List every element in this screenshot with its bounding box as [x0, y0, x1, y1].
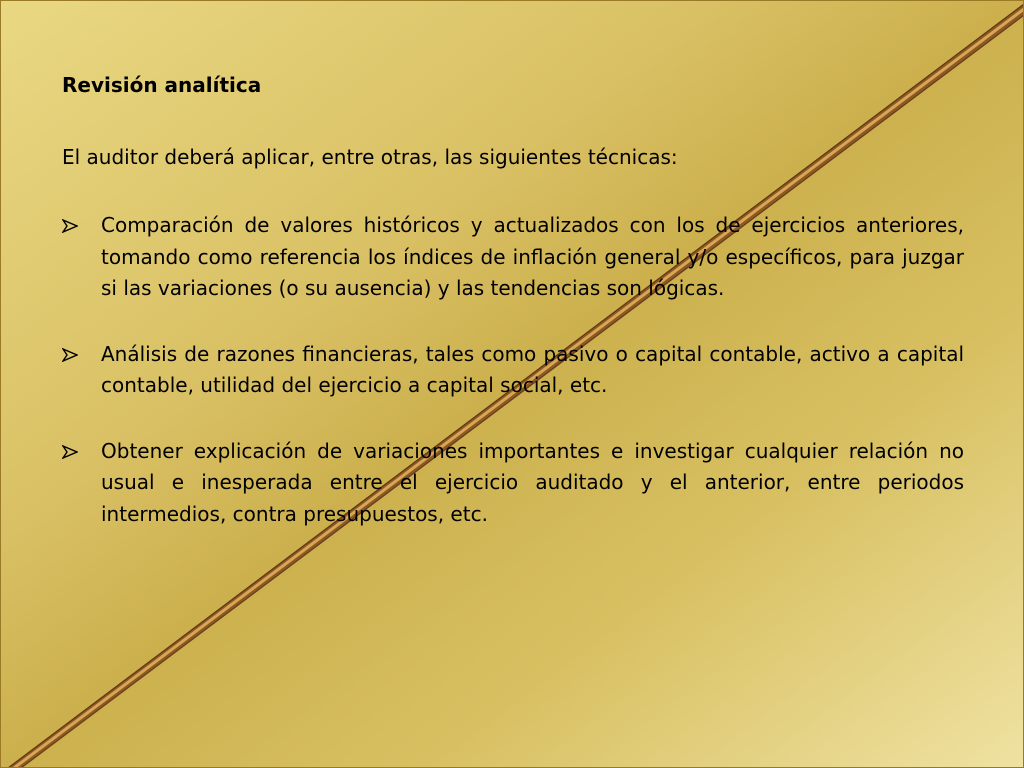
arrowhead-bullet-icon — [62, 219, 78, 233]
list-item — [62, 436, 964, 531]
arrowhead-bullet-icon — [62, 348, 78, 362]
list-item-text: Obtener explicación de variaciones importantes e investigar cualquier relación no usual e inesperada entre el ejercicio auditado y el anterior, entre periodos intermedios, contra presupuestos, etc. — [101, 438, 964, 526]
slide-content — [62, 70, 964, 564]
list-item-text: Comparación de valores históricos y actualizados con los de ejercicios anteriores, tomando como referencia los índices de inflación general y/o específicos, para juzgar si las variaciones (o su ausencia) y las tendencias son lógicas. — [101, 213, 964, 300]
list-item-text: Análisis de razones financieras, tales como pasivo o capital contable, activo a capital contable, utilidad del ejercicio a capital social, etc. — [101, 341, 964, 397]
list-item — [62, 210, 964, 305]
arrowhead-bullet-icon — [62, 445, 78, 459]
slide-title: Revisión analítica — [62, 73, 262, 97]
intro-text: El auditor deberá aplicar, entre otras, las siguientes técnicas: — [62, 145, 678, 169]
list-item — [62, 339, 964, 402]
